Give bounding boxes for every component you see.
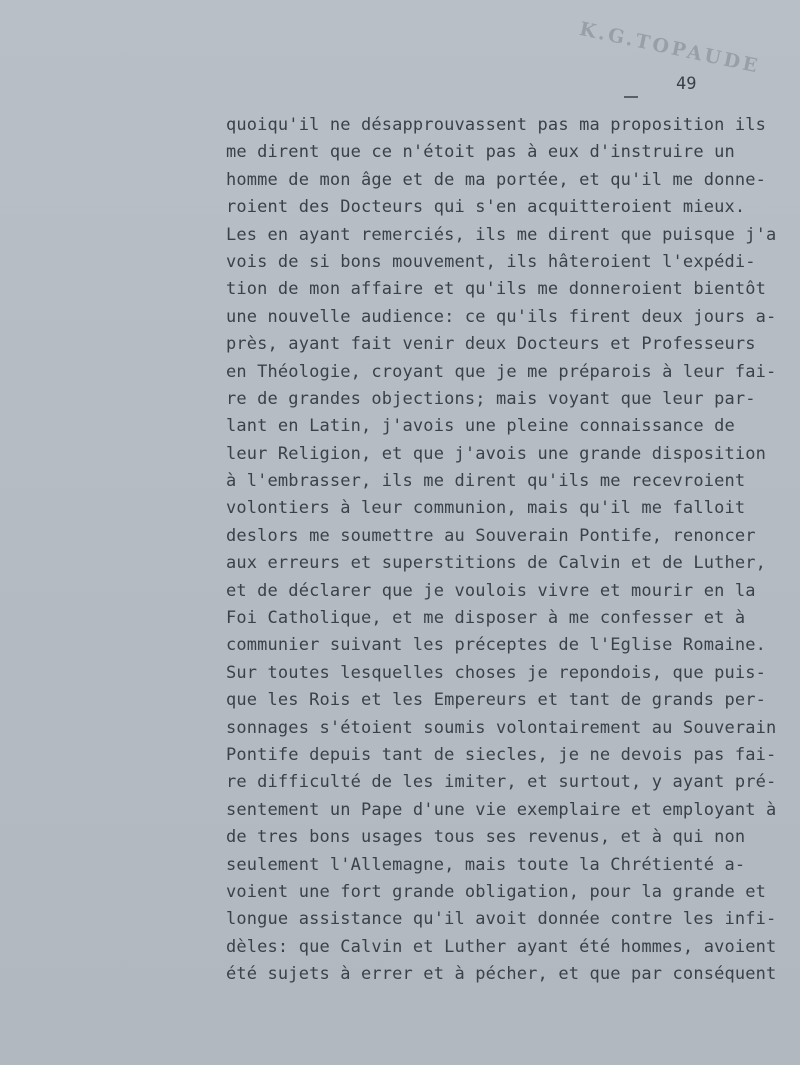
- text-line: vois de si bons mouvement, ils hâteroient l'expédi-: [226, 251, 756, 272]
- text-line: à l'embrasser, ils me dirent qu'ils me recevroient: [226, 471, 746, 492]
- typewritten-text: [226, 112, 791, 989]
- text-line: et de déclarer que je voulois vivre et mourir en la: [226, 580, 756, 601]
- text-line: de tres bons usages tous ses revenus, et à qui non: [226, 827, 746, 848]
- text-line: longue assistance qu'il avoit donnée contre les infi-: [226, 909, 777, 930]
- archive-stamp: K.G.TOPAUDE: [577, 18, 763, 78]
- text-line: Sur toutes lesquelles choses je repondois, que puis-: [226, 662, 767, 683]
- text-line: voient une fort grande obligation, pour la grande et: [226, 881, 767, 902]
- text-line: lant en Latin, j'avois une pleine connaissance de: [226, 416, 735, 437]
- text-line: en Théologie, croyant que je me préparois à leur fai-: [226, 361, 777, 382]
- text-line: leur Religion, et que j'avois une grande disposition: [226, 443, 767, 464]
- text-line: homme de mon âge et de ma portée, et qu'il me donne-: [226, 169, 767, 190]
- text-line: une nouvelle audience: ce qu'ils firent deux jours a-: [226, 306, 777, 327]
- text-line: re difficulté de les imiter, et surtout, y ayant pré-: [226, 772, 777, 793]
- text-line: communier suivant les préceptes de l'Eglise Romaine.: [226, 635, 767, 656]
- text-line: Foi Catholique, et me disposer à me confesser et à: [226, 608, 746, 629]
- text-line: re de grandes objections; mais voyant que leur par-: [226, 388, 756, 409]
- text-line: Les en ayant remerciés, ils me dirent que puisque j'a: [226, 224, 777, 245]
- text-line: près, ayant fait venir deux Docteurs et Professeurs: [226, 334, 756, 355]
- text-line: quoiqu'il ne désapprouvassent pas ma proposition ils: [226, 115, 767, 135]
- text-line: roient des Docteurs qui s'en acquitteroient mieux.: [226, 197, 746, 218]
- text-line: deslors me soumettre au Souverain Pontife, renoncer: [226, 525, 756, 546]
- text-line: tion de mon affaire et qu'ils me donneroient bientôt: [226, 279, 767, 300]
- text-line: aux erreurs et superstitions de Calvin et de Luther,: [226, 553, 767, 574]
- text-line: me dirent que ce n'étoit pas à eux d'instruire un: [226, 142, 735, 163]
- page-number: 49: [676, 74, 697, 94]
- text-line: que les Rois et les Empereurs et tant de grands per-: [226, 690, 767, 711]
- text-line: sentement un Pape d'une vie exemplaire et employant à: [226, 799, 777, 820]
- text-line: été sujets à errer et à pécher, et que par conséquent: [226, 964, 777, 985]
- margin-dash: [624, 96, 638, 98]
- text-line: sonnages s'étoient soumis volontairement au Souverain: [226, 717, 777, 738]
- text-line: volontiers à leur communion, mais qu'il me falloit: [226, 498, 746, 519]
- text-line: seulement l'Allemagne, mais toute la Chrétienté a-: [226, 854, 746, 875]
- text-line: Pontife depuis tant de siecles, je ne devois pas fai-: [226, 744, 777, 765]
- text-line: dèles: que Calvin et Luther ayant été hommes, avoient: [226, 936, 777, 957]
